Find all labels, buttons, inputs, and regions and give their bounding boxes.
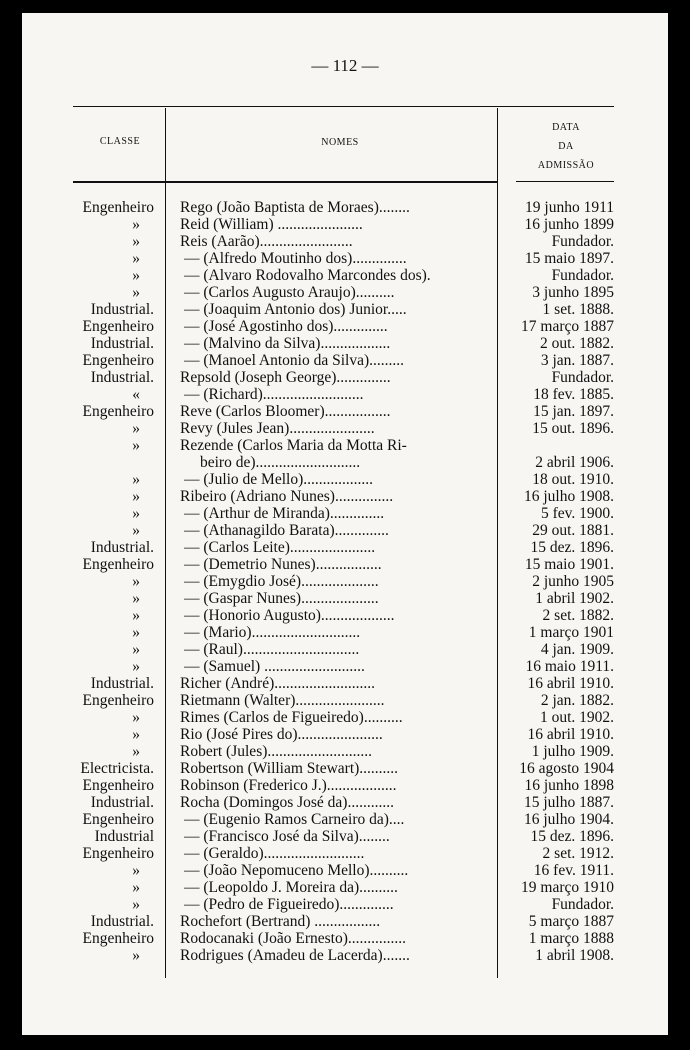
row-nome: — (Julio de Mello).................. xyxy=(184,471,373,488)
row-data: 2 jan. 1882. xyxy=(540,692,614,709)
row-nome: Rodocanaki (João Ernesto)............... xyxy=(180,930,406,947)
table-top-rule xyxy=(73,106,614,107)
row-data: 16 abril 1910. xyxy=(527,726,614,743)
table-row xyxy=(0,352,690,369)
row-classe: » xyxy=(132,641,140,658)
row-data: 2 set. 1882. xyxy=(542,607,614,624)
row-data: 1 out. 1902. xyxy=(539,709,614,726)
row-nome: — (Eugenio Ramos Carneiro da).... xyxy=(184,811,405,828)
header-bottom-rule-date xyxy=(516,181,614,182)
table-row xyxy=(0,233,690,250)
row-nome: — (Manoel Antonio da Silva)......... xyxy=(184,352,404,369)
row-data: 1 abril 1902. xyxy=(535,590,614,607)
row-nome: Reid (William) ...................... xyxy=(180,216,363,233)
row-nome: — (Alfredo Moutinho dos).............. xyxy=(184,250,407,267)
table-row xyxy=(0,488,690,505)
row-classe: Engenheiro xyxy=(82,556,154,573)
row-nome: Richer (André).......................... xyxy=(180,675,375,692)
row-classe: » xyxy=(132,709,140,726)
table-row xyxy=(0,658,690,675)
row-classe: Engenheiro xyxy=(82,403,154,420)
header-bottom-rule xyxy=(73,181,497,183)
header-data-line2: DA xyxy=(558,141,574,152)
table-row xyxy=(0,590,690,607)
header-classe: CLASSE xyxy=(99,136,141,147)
row-data: 1 março 1888 xyxy=(528,930,614,947)
row-nome: — (Honorio Augusto)................... xyxy=(184,607,395,624)
row-classe: » xyxy=(132,471,140,488)
row-data: Fundador. xyxy=(551,896,614,913)
row-classe: » xyxy=(132,437,140,454)
row-data: 19 junho 1911 xyxy=(525,199,614,216)
row-nome: Robertson (William Stewart).......... xyxy=(180,760,399,777)
row-data: 15 jan. 1897. xyxy=(533,403,614,420)
table-row xyxy=(0,522,690,539)
row-classe: » xyxy=(132,250,140,267)
row-classe: » xyxy=(132,896,140,913)
row-classe: » xyxy=(132,233,140,250)
table-row xyxy=(0,386,690,403)
row-classe: » xyxy=(132,505,140,522)
row-nome: — (Emygdio José).................... xyxy=(184,573,379,590)
table-row xyxy=(0,505,690,522)
table-row xyxy=(0,624,690,641)
row-data: 16 julho 1908. xyxy=(524,488,614,505)
row-nome: — (Pedro de Figueiredo).............. xyxy=(184,896,394,913)
row-classe: Engenheiro xyxy=(82,845,154,862)
row-data: 2 out. 1882. xyxy=(539,335,614,352)
row-classe: Engenheiro xyxy=(82,199,154,216)
row-nome: — (Gaspar Nunes).................... xyxy=(184,590,379,607)
row-nome: Reve (Carlos Bloomer)................. xyxy=(180,403,391,420)
table-row xyxy=(0,403,690,420)
row-nome: Robinson (Frederico J.).................. xyxy=(180,777,397,794)
row-nome: Rio (José Pires do)...................... xyxy=(180,726,383,743)
row-data: 1 abril 1908. xyxy=(535,947,614,964)
row-data: 1 março 1901 xyxy=(528,624,614,641)
table-row xyxy=(0,539,690,556)
row-classe: » xyxy=(132,726,140,743)
table-row xyxy=(0,811,690,828)
row-classe: » xyxy=(132,658,140,675)
row-data: 5 fev. 1900. xyxy=(540,505,614,522)
row-data: 29 out. 1881. xyxy=(532,522,614,539)
row-classe: » xyxy=(132,488,140,505)
row-nome: Rodrigues (Amadeu de Lacerda)....... xyxy=(180,947,410,964)
row-nome: Repsold (Joseph George).............. xyxy=(180,369,391,386)
row-data: 18 fev. 1885. xyxy=(533,386,614,403)
row-data: 16 julho 1904. xyxy=(524,811,614,828)
row-nome: Robert (Jules)........................... xyxy=(180,743,373,760)
table-row xyxy=(0,641,690,658)
row-classe: » xyxy=(132,573,140,590)
row-data: 15 maio 1897. xyxy=(524,250,614,267)
row-classe: » xyxy=(132,879,140,896)
table-row xyxy=(0,216,690,233)
row-classe: Industrial. xyxy=(90,369,154,386)
table-row xyxy=(0,607,690,624)
row-nome: — (Carlos Leite)...................... xyxy=(184,539,376,556)
row-nome: beiro de)........................... xyxy=(200,454,361,471)
table-row xyxy=(0,318,690,335)
table-row xyxy=(0,862,690,879)
row-nome: Rimes (Carlos de Figueiredo).......... xyxy=(180,709,403,726)
table-row xyxy=(0,369,690,386)
row-data: 16 junho 1898 xyxy=(524,777,614,794)
row-data: 15 julho 1887. xyxy=(524,794,614,811)
row-nome: — (Demetrio Nunes)................. xyxy=(184,556,382,573)
table-row xyxy=(0,556,690,573)
row-classe: Industrial. xyxy=(90,913,154,930)
row-nome: — (João Nepomuceno Mello).......... xyxy=(184,862,409,879)
table-row xyxy=(0,199,690,216)
row-nome: Rocha (Domingos José da)............ xyxy=(180,794,394,811)
row-data: 16 fev. 1911. xyxy=(533,862,614,879)
table-row xyxy=(0,777,690,794)
row-classe: » xyxy=(132,284,140,301)
row-data: 4 jan. 1909. xyxy=(540,641,614,658)
row-data: 16 maio 1911. xyxy=(525,658,614,675)
table-row xyxy=(0,335,690,352)
row-data: Fundador. xyxy=(551,267,614,284)
row-classe: « xyxy=(132,386,140,403)
table-row xyxy=(0,947,690,964)
header-data-line1: DATA xyxy=(552,122,580,133)
row-classe: Engenheiro xyxy=(82,811,154,828)
table-row xyxy=(0,913,690,930)
table-row xyxy=(0,709,690,726)
row-classe: Industrial. xyxy=(90,675,154,692)
row-classe: Industrial. xyxy=(90,301,154,318)
row-nome: Rezende (Carlos Maria da Motta Ri- xyxy=(180,437,407,454)
row-nome: — (Joaquim Antonio dos) Junior..... xyxy=(184,301,407,318)
row-data: 15 dez. 1896. xyxy=(530,828,614,845)
row-nome: Reis (Aarão)........................ xyxy=(180,233,353,250)
row-classe: » xyxy=(132,743,140,760)
row-classe: » xyxy=(132,862,140,879)
row-nome: — (José Agostinho dos).............. xyxy=(184,318,388,335)
header-data xyxy=(516,118,616,175)
table-row xyxy=(0,726,690,743)
row-nome: — (Mario)............................ xyxy=(184,624,361,641)
row-classe: » xyxy=(132,590,140,607)
row-classe: Engenheiro xyxy=(82,352,154,369)
row-nome: — (Leopoldo J. Moreira da).......... xyxy=(184,879,398,896)
row-nome: — (Raul).............................. xyxy=(184,641,360,658)
table-row xyxy=(0,573,690,590)
row-data: 2 abril 1906. xyxy=(535,454,614,471)
table-row xyxy=(0,675,690,692)
row-nome: — (Carlos Augusto Araujo).......... xyxy=(184,284,395,301)
row-data: 16 junho 1899 xyxy=(524,216,614,233)
row-classe: Engenheiro xyxy=(82,777,154,794)
row-data: 2 junho 1905 xyxy=(532,573,614,590)
row-data: 2 set. 1912. xyxy=(542,845,614,862)
row-data: 1 julho 1909. xyxy=(531,743,614,760)
header-nomes: NOMES xyxy=(321,137,359,148)
row-classe: Industrial. xyxy=(90,335,154,352)
table-row xyxy=(0,420,690,437)
row-nome: — (Geraldo).......................... xyxy=(184,845,365,862)
row-classe: Engenheiro xyxy=(82,318,154,335)
row-classe: » xyxy=(132,624,140,641)
row-nome: Ribeiro (Adriano Nunes)............... xyxy=(180,488,394,505)
page-number: — 112 — xyxy=(311,56,379,75)
row-nome: Rego (João Baptista de Moraes)........ xyxy=(180,199,410,216)
row-classe: » xyxy=(132,216,140,233)
table-row xyxy=(0,828,690,845)
table-row xyxy=(0,454,690,471)
row-nome: Rochefort (Bertrand) ................. xyxy=(180,913,381,930)
row-classe: » xyxy=(132,947,140,964)
row-nome: Rietmann (Walter)....................... xyxy=(180,692,385,709)
table-row xyxy=(0,794,690,811)
table-row xyxy=(0,267,690,284)
row-classe: » xyxy=(132,522,140,539)
row-nome: — (Arthur de Miranda).............. xyxy=(184,505,385,522)
row-classe: » xyxy=(132,267,140,284)
row-data: 3 jan. 1887. xyxy=(540,352,614,369)
table-row xyxy=(0,284,690,301)
table-row xyxy=(0,743,690,760)
table-row xyxy=(0,250,690,267)
row-nome: — (Samuel) .......................... xyxy=(184,658,365,675)
row-data: 18 out. 1910. xyxy=(532,471,614,488)
table-row xyxy=(0,930,690,947)
row-classe: Industrial. xyxy=(90,539,154,556)
table-row xyxy=(0,879,690,896)
row-classe: Engenheiro xyxy=(82,692,154,709)
table-row xyxy=(0,845,690,862)
row-data: 15 dez. 1896. xyxy=(530,539,614,556)
row-data: Fundador. xyxy=(551,369,614,386)
row-data: 19 março 1910 xyxy=(521,879,614,896)
row-data: Fundador. xyxy=(551,233,614,250)
row-nome: Revy (Jules Jean)...................... xyxy=(180,420,375,437)
table-row xyxy=(0,896,690,913)
row-nome: — (Francisco José da Silva)........ xyxy=(184,828,390,845)
row-data: 15 maio 1901. xyxy=(524,556,614,573)
row-data: 3 junho 1895 xyxy=(532,284,614,301)
row-data: 1 set. 1888. xyxy=(542,301,614,318)
row-data: 16 abril 1910. xyxy=(527,675,614,692)
row-data: 16 agosto 1904 xyxy=(519,760,614,777)
table-row xyxy=(0,301,690,318)
row-data: 17 março 1887 xyxy=(521,318,614,335)
row-data: 15 out. 1896. xyxy=(532,420,614,437)
table-body xyxy=(0,199,690,964)
row-nome: — (Richard).......................... xyxy=(184,386,364,403)
row-classe: » xyxy=(132,607,140,624)
row-classe: Industrial xyxy=(94,828,154,845)
table-row xyxy=(0,760,690,777)
row-nome: — (Alvaro Rodovalho Marcondes dos). xyxy=(184,267,431,284)
row-classe: » xyxy=(132,420,140,437)
row-data: 5 março 1887 xyxy=(528,913,614,930)
table-row xyxy=(0,471,690,488)
table-row xyxy=(0,692,690,709)
row-nome: — (Malvino da Silva).................. xyxy=(184,335,391,352)
row-classe: Industrial. xyxy=(90,794,154,811)
row-classe: Electricista. xyxy=(80,760,154,777)
table-row xyxy=(0,437,690,454)
row-classe: Engenheiro xyxy=(82,930,154,947)
row-nome: — (Athanagildo Barata).............. xyxy=(184,522,389,539)
header-data-line3: ADMISSÃO xyxy=(537,160,595,171)
